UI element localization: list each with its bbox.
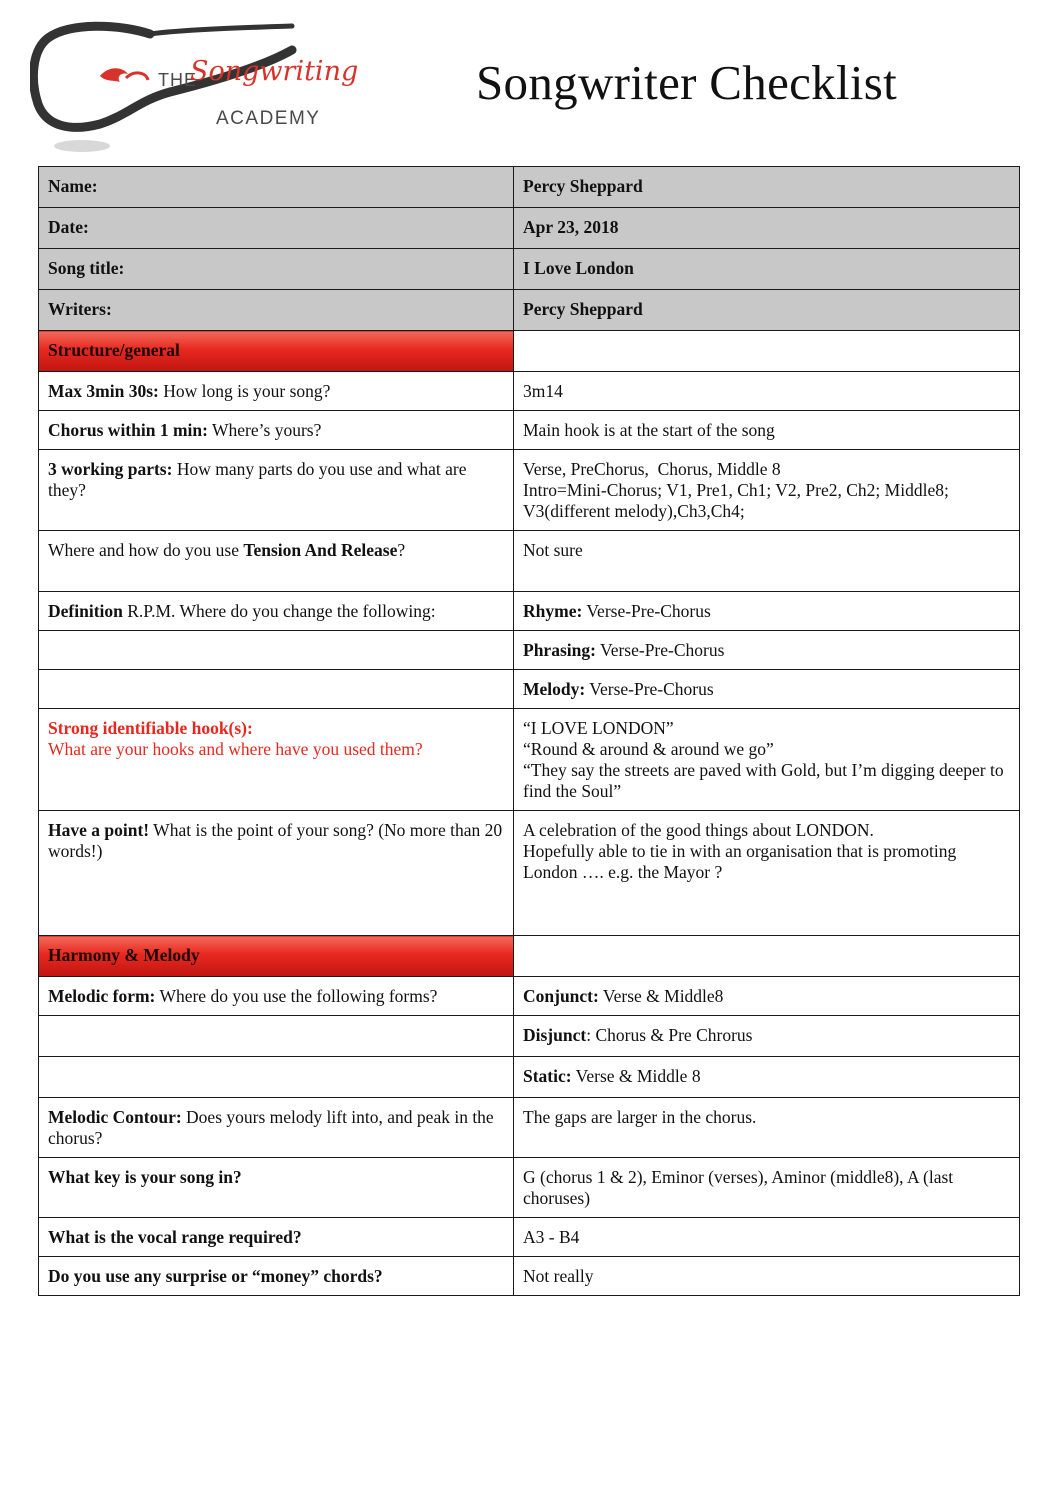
question-bold: Strong identifiable hook(s): [48,718,253,738]
question-text: R.P.M. Where do you change the following: [122,601,436,621]
info-label: Writers: [39,290,514,331]
info-row-date [39,208,1020,249]
info-label: Name: [39,167,514,208]
question-cell [39,450,514,531]
question-bold: Have a point! [48,820,150,840]
question-text: Where do you use the following forms? [155,986,438,1006]
answer-cell [514,670,1020,709]
info-label: Date: [39,208,514,249]
answer-line: V3(different melody),Ch3,Ch4; [523,501,745,521]
answer-cell [514,631,1020,670]
question-text: How many parts do you use and what are they? [48,459,467,500]
answer-label: Phrasing: [523,640,596,660]
checklist-row-money [39,1257,1020,1296]
checklist-row-form-conjunct [39,977,1020,1016]
info-row-song-title [39,249,1020,290]
checklist-row-contour [39,1098,1020,1158]
question-cell [39,372,514,411]
checklist-row-rpm-rhyme [39,592,1020,631]
answer-line: Intro=Mini-Chorus; V1, Pre1, Ch1; V2, Pre2, Ch2; Middle8; [523,480,949,500]
info-value: Apr 23, 2018 [514,208,1020,249]
info-row-writers [39,290,1020,331]
checklist-row-range [39,1218,1020,1257]
answer-line: Verse, PreChorus, Chorus, Middle 8 [523,459,781,479]
answer-cell [514,977,1020,1016]
answer-cell: Main hook is at the start of the song [514,411,1020,450]
answer-cell: The gaps are larger in the chorus. [514,1098,1020,1158]
question-cell [39,531,514,592]
section-header-structure: Structure/general [39,331,514,372]
answer-line: A celebration of the good things about LONDON. [523,820,874,840]
answer-cell: A3 - B4 [514,1218,1020,1257]
question-bold: 3 working parts: [48,459,173,479]
checklist-row-hooks [39,709,1020,811]
answer-line: Hopefully able to tie in with an organisation that is promoting London …. e.g. the Mayor ? [523,841,957,882]
answer-label: Rhyme: [523,601,583,621]
answer-value: Verse-Pre-Chorus [582,601,711,621]
answer-cell: Not really [514,1257,1020,1296]
question-cell [39,411,514,450]
answer-line: “Round & around & around we go” [523,739,774,759]
logo-songwriting-text: Songwriting [190,56,359,87]
answer-cell: Not sure [514,531,1020,592]
question-text: Where and how do you use [48,540,244,560]
checklist-row-form-disjunct [39,1016,1020,1057]
question-cell [39,592,514,631]
answer-value: Verse-Pre-Chorus [585,679,714,699]
question-cell [39,977,514,1016]
checklist-row-form-static [39,1057,1020,1098]
answer-cell: G (chorus 1 & 2), Eminor (verses), Aminor (middle8), A (last choruses) [514,1158,1020,1218]
info-value: Percy Sheppard [514,290,1020,331]
empty-cell [514,331,1020,372]
answer-cell: 3m14 [514,372,1020,411]
page-title: Songwriter Checklist [476,55,898,110]
songwriting-academy-logo [30,20,359,160]
answer-value: Verse & Middle 8 [571,1066,701,1086]
answer-value: : Chorus & Pre Chrorus [586,1025,753,1045]
question-bold: Max 3min 30s: [48,381,159,401]
checklist-row-key [39,1158,1020,1218]
answer-line: “They say the streets are paved with Gold, but I’m digging deeper to find the Soul” [523,760,1004,801]
question-cell [39,1098,514,1158]
answer-cell [514,811,1020,936]
answer-cell [514,592,1020,631]
logo-academy-text: ACADEMY [216,108,321,129]
answer-line: “I LOVE LONDON” [523,718,674,738]
answer-value: Verse & Middle8 [598,986,724,1006]
empty-cell [39,670,514,709]
question-cell [39,709,514,811]
question-text: What is the point of your song? (No more than 20 words!) [48,820,503,861]
logo-the-text: THE [158,70,197,90]
checklist-row-point [39,811,1020,936]
question-cell [39,1158,514,1218]
question-bold: Melodic form: [48,986,156,1006]
checklist-row-parts [39,450,1020,531]
info-label: Song title: [39,249,514,290]
answer-cell [514,450,1020,531]
empty-cell [39,1016,514,1057]
question-cell [39,811,514,936]
question-bold: Tension And Release [243,540,398,560]
checklist-row-rpm-phrasing [39,631,1020,670]
question-bold: What key is your song in? [48,1167,242,1187]
question-bold: What is the vocal range required? [48,1227,302,1247]
empty-cell [39,1057,514,1098]
info-row-name [39,167,1020,208]
answer-value: Verse-Pre-Chorus [595,640,725,660]
checklist-row-chorus [39,411,1020,450]
section-row-harmony [39,936,1020,977]
checklist-row-length [39,372,1020,411]
answer-label: Conjunct: [523,986,599,1006]
question-text: Where’s yours? [207,420,322,440]
answer-label: Static: [523,1066,572,1086]
question-cell [39,1257,514,1296]
answer-label: Melody: [523,679,586,699]
empty-cell [39,631,514,670]
question-text: Does yours melody lift into, and peak in the chorus? [48,1107,494,1148]
question-bold: Melodic Contour: [48,1107,182,1127]
question-bold: Do you use any surprise or “money” chords? [48,1266,383,1286]
question-text: How long is your song? [158,381,331,401]
info-value: Percy Sheppard [514,167,1020,208]
section-header-harmony: Harmony & Melody [39,936,514,977]
question-bold: Definition [48,601,123,621]
info-value: I Love London [514,249,1020,290]
question-bold: Chorus within 1 min: [48,420,208,440]
checklist-row-tension [39,531,1020,592]
answer-cell [514,709,1020,811]
checklist-row-rpm-melody [39,670,1020,709]
empty-cell [514,936,1020,977]
checklist-table [38,166,1020,1296]
question-text: What are your hooks and where have you used them? [48,739,423,759]
question-text: ? [397,540,406,560]
question-cell [39,1218,514,1257]
answer-label: Disjunct [523,1025,587,1045]
answer-cell [514,1016,1020,1057]
answer-cell [514,1057,1020,1098]
section-row-structure [39,331,1020,372]
